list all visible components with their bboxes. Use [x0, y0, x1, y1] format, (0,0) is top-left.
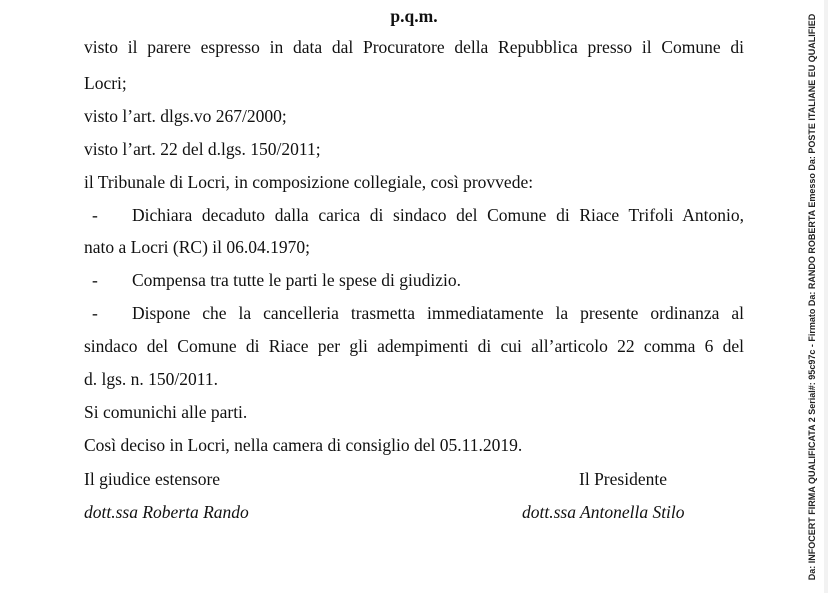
text-line: Locri;	[84, 73, 127, 93]
list-item-text: nato a Locri (RC) il 06.04.1970;	[84, 237, 311, 257]
signature-right-name: dott.ssa Antonella Stilo	[522, 502, 685, 522]
signature-left-role: Il giudice estensore	[84, 469, 221, 489]
text-line: visto l’art. dlgs.vo 267/2000;	[84, 106, 287, 126]
text-line: Così deciso in Locri, nella camera di consiglio del 05.11.2019.	[84, 435, 523, 455]
page-edge	[824, 0, 828, 593]
list-item-text: d. lgs. n. 150/2011.	[84, 369, 219, 389]
text-line: il Tribunale di Locri, in composizione collegiale, così provvede:	[84, 172, 534, 192]
list-dash: -	[92, 205, 98, 225]
signature-left-name: dott.ssa Roberta Rando	[84, 502, 249, 522]
digital-signature-strip	[802, 0, 822, 593]
text-line: visto il parere espresso in data dal Procuratore della Repubblica presso il Comune di	[84, 37, 744, 57]
list-item-text: sindaco del Comune di Riace per gli adempimenti di cui all’articolo 22 comma 6 del	[84, 336, 744, 356]
list-item-text: Dichiara decaduto dalla carica di sindaco del Comune di Riace Trifoli Antonio,	[132, 205, 744, 225]
document-heading: p.q.m.	[390, 6, 438, 26]
list-item-text: Compensa tra tutte le parti le spese di giudizio.	[132, 270, 462, 290]
list-dash: -	[92, 270, 98, 290]
text-line: Si comunichi alle parti.	[84, 402, 248, 422]
text-line: visto l’art. 22 del d.lgs. 150/2011;	[84, 139, 321, 159]
list-dash: -	[92, 303, 98, 323]
signature-right-role: Il Presidente	[579, 469, 667, 489]
signature-strip-text: Da: INFOCERT FIRMA QUALIFICATA 2 Serial#: 95c97c - Firmato Da: RANDO ROBERTA Emesso Da: POSTE ITALIANE EU QUALIFIED	[807, 13, 817, 580]
list-item-text: Dispone che la cancelleria trasmetta immediatamente la presente ordinanza al	[132, 303, 744, 323]
